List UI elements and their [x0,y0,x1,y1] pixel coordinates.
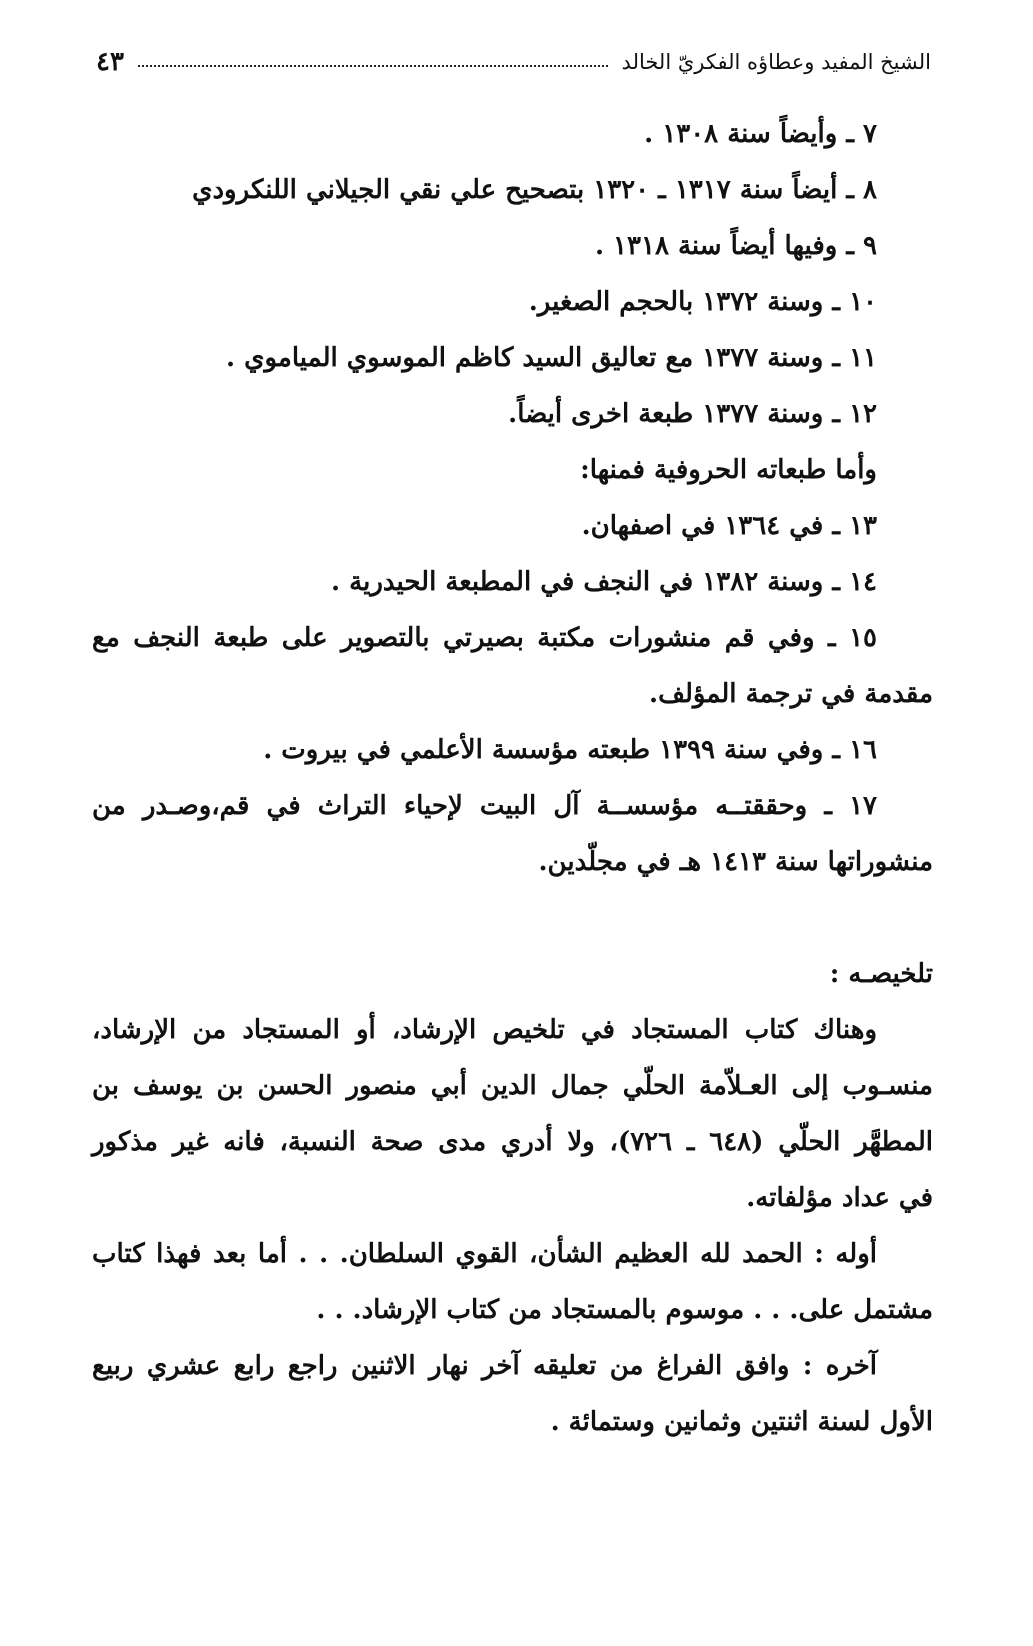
opening-line-2: مشتمل على. . . موسوم بالمستجاد من كتاب الإرشاد. . . [316,1295,933,1325]
edition-item-14: ١٤ ـ وسنة ١٣٨٢ في النجف في المطبعة الحيدرية . [331,567,877,597]
edition-item-12: ١٢ ـ وسنة ١٣٧٧ طبعة اخرى أيضاً. [508,399,877,429]
dot-leader [138,65,608,67]
summary-heading: تلخيصـه : [829,959,933,989]
edition-item-8: ٨ ـ أيضاً سنة ١٣١٧ ـ ١٣٢٠ بتصحيح علي نقي الجيلاني اللنكرودي [192,175,877,205]
summary-line-2: منسـوب إلى العـلاّمة الحلّي جمال الدين أبي منصور الحسن بن يوسف بن [92,1071,933,1101]
opening-line-1: أوله : الحمد لله العظيم الشأن، القوي السلطان. . . أما بعد فهذا كتاب [92,1239,877,1269]
edition-item-16: ١٦ ـ وفي سنة ١٣٩٩ طبعته مؤسسة الأعلمي في بيروت . [263,735,877,765]
page-body [92,106,933,1450]
edition-item-7: ٧ ـ وأيضاً سنة ١٣٠٨ . [644,119,877,149]
typeset-intro: وأما طبعاته الحروفية فمنها: [580,455,877,485]
section-gap [92,890,933,946]
edition-item-11: ١١ ـ وسنة ١٣٧٧ مع تعاليق السيد كاظم الموسوي المياموي . [226,343,877,373]
edition-item-9: ٩ ـ وفيها أيضاً سنة ١٣١٨ . [594,231,877,261]
edition-item-10: ١٠ ـ وسنة ١٣٧٢ بالحجم الصغير. [528,287,877,317]
ending-line-1: آخره : وافق الفراغ من تعليقه آخر نهار الاثنين راجع رابع عشري ربيع [92,1351,877,1381]
edition-item-15-line1: ١٥ ـ وفي قم منشورات مكتبة بصيرتي بالتصوير على طبعة النجف مع [92,623,877,653]
running-title: الشيخ المفيد وعطاؤه الفكريّ الخالد [621,50,931,74]
edition-item-13: ١٣ ـ في ١٣٦٤ في اصفهان. [581,511,877,541]
running-header [96,42,931,82]
edition-item-15-line2: مقدمة في ترجمة المؤلف. [649,679,933,709]
summary-line-3: المطهَّر الحلّي (٦٤٨ ـ ٧٢٦)، ولا أدري مدى صحة النسبة، فانه غير مذكور [92,1127,933,1157]
edition-item-17-line1: ١٧ ـ وحققتــه مؤسســة آل البيت لإحياء التراث في قم،وصـدر من [92,791,877,821]
summary-line-4: في عداد مؤلفاته. [746,1183,933,1213]
ending-line-2: الأول لسنة اثنتين وثمانين وستمائة . [550,1407,933,1437]
summary-line-1: وهناك كتاب المستجاد في تلخيص الإرشاد، أو المستجاد من الإرشاد، [92,1015,877,1045]
edition-item-17-line2: منشوراتها سنة ١٤١٣ هـ في مجلّدين. [538,847,933,877]
page-number: ٤٣ [96,47,124,77]
